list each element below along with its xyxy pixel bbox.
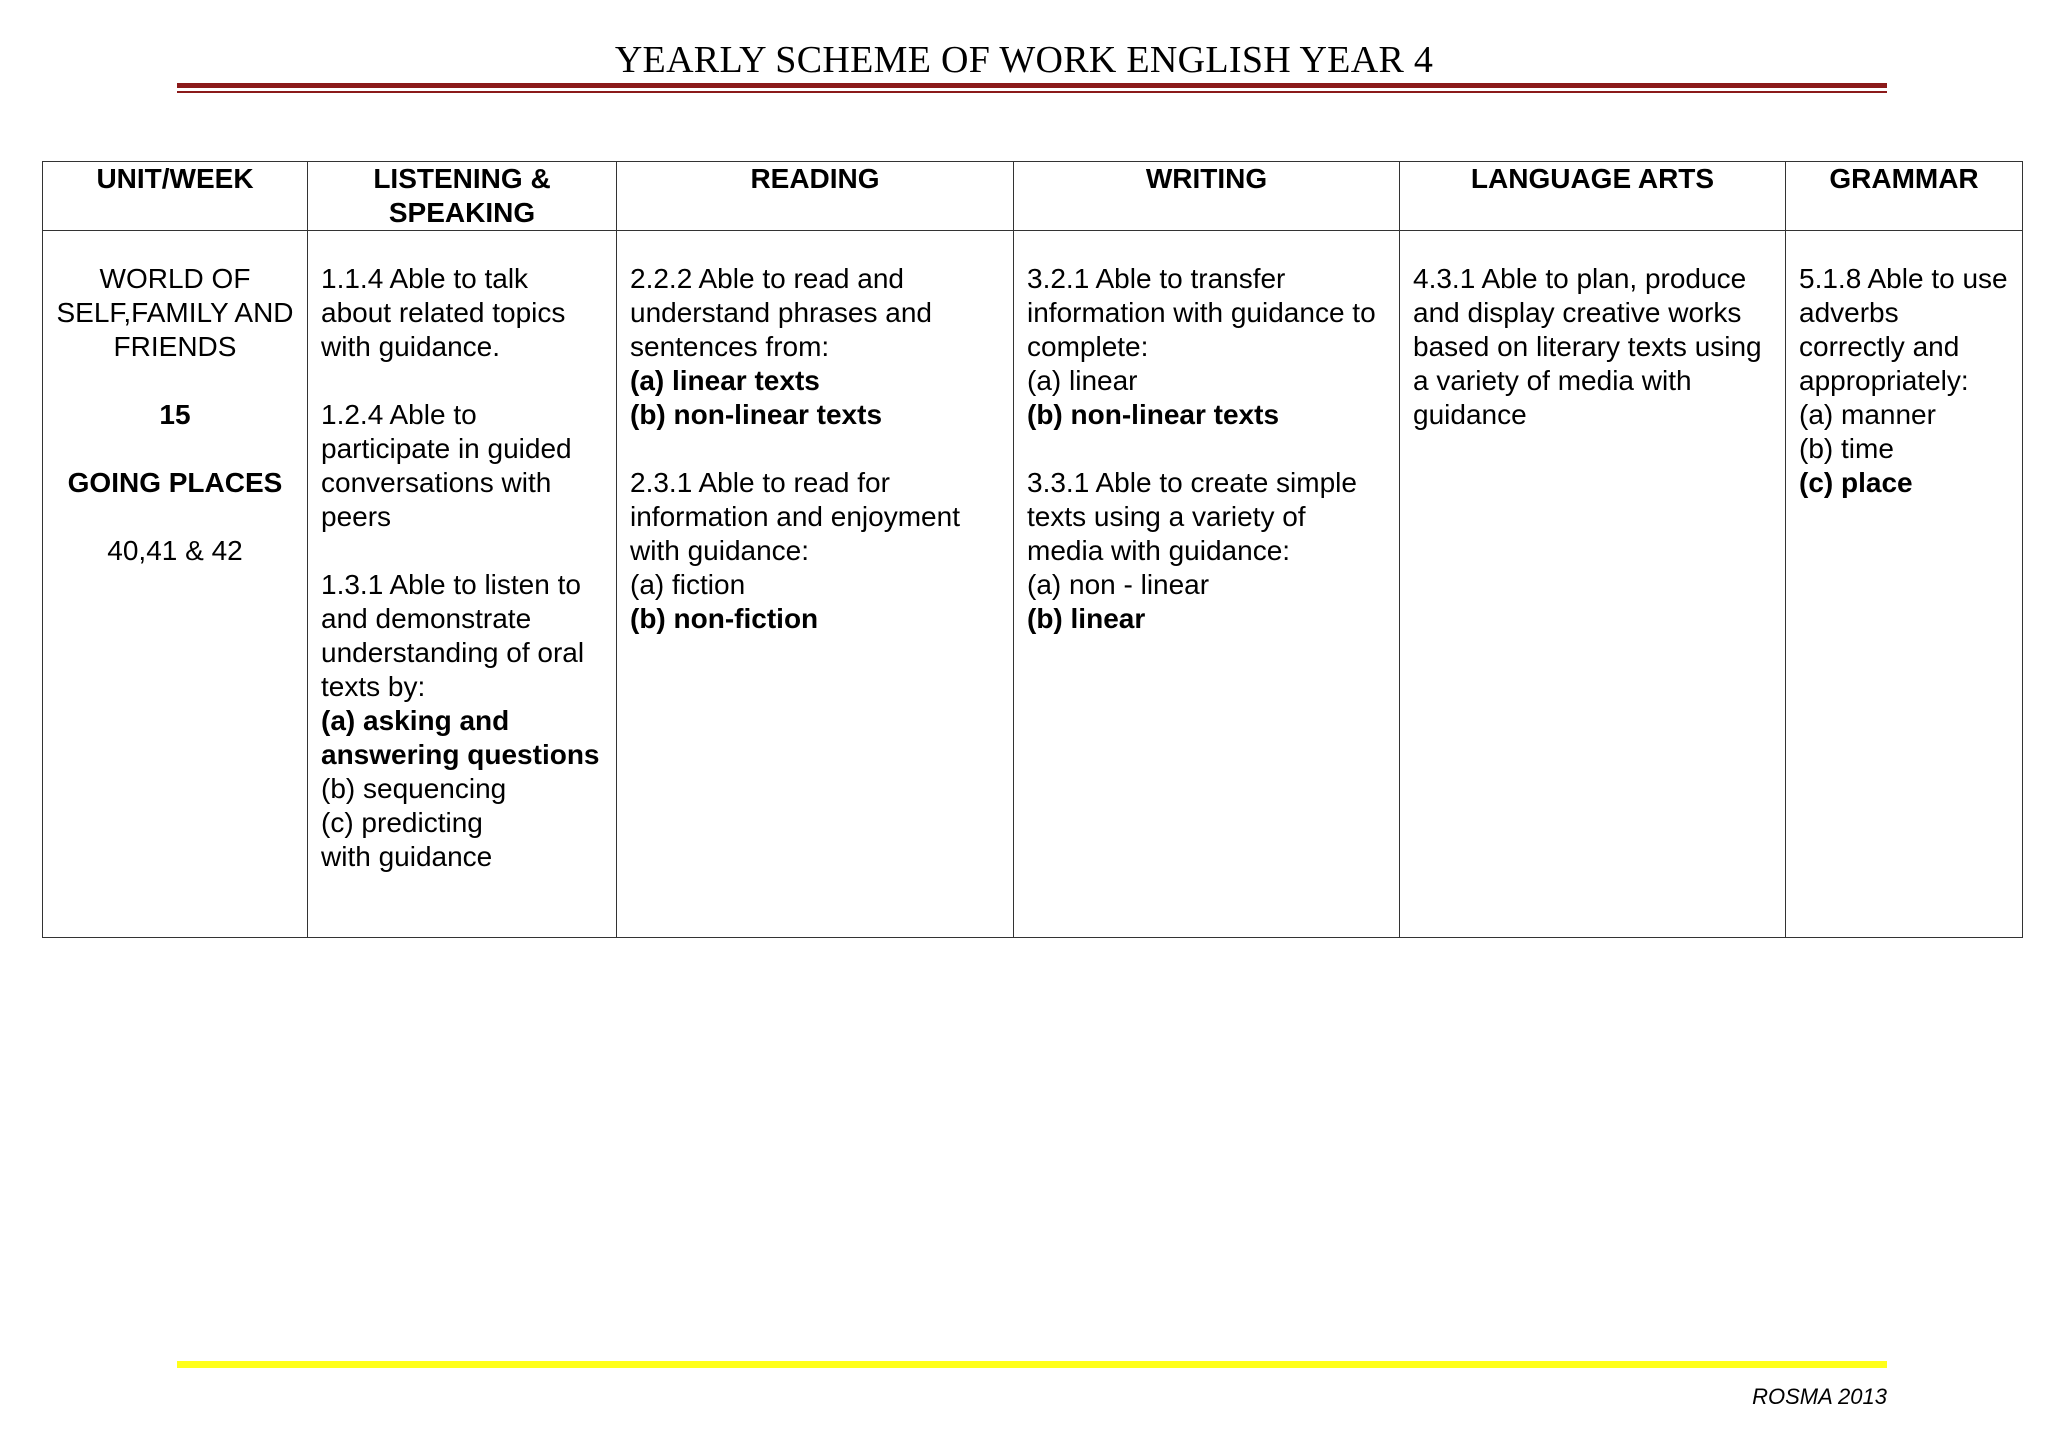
rd-item-fiction: (a) fiction	[630, 569, 746, 600]
ls-standard-1-2-4: 1.2.4 Able to participate in guided conversations with peers	[321, 399, 572, 532]
rd-item-non-fiction: (b) non-fiction	[630, 603, 819, 634]
gr-item-time: (b) time	[1799, 433, 1894, 464]
gr-item-manner: (a) manner	[1799, 399, 1936, 430]
cell-grammar	[1786, 231, 2023, 938]
unit-title: GOING PLACES	[67, 467, 283, 498]
header-listening-speaking: LISTENING & SPEAKING	[308, 162, 617, 231]
scheme-table	[42, 161, 2023, 938]
footer-credit: ROSMA 2013	[1752, 1384, 1887, 1409]
wr-item-non-linear: (a) non - linear	[1027, 569, 1210, 600]
header-unit-week: UNIT/WEEK	[43, 162, 308, 231]
ls-item-d: with guidance	[321, 841, 493, 872]
header-writing: WRITING	[1014, 162, 1400, 231]
ls-item-a: (a) asking and answering questions	[321, 705, 600, 770]
ls-standard-1-1-4: 1.1.4 Able to talk about related topics with guidance.	[321, 263, 566, 362]
ls-item-b: (b) sequencing	[321, 773, 507, 804]
header-reading: READING	[617, 162, 1014, 231]
ls-standard-1-3-1: 1.3.1 Able to listen to and demonstrate understanding of oral texts by:	[321, 569, 585, 702]
cell-language-arts	[1400, 231, 1786, 938]
unit-number: 15	[159, 399, 191, 430]
wr-standard-3-2-1: 3.2.1 Able to transfer information with guidance to complete:	[1027, 263, 1376, 362]
ls-item-c: (c) predicting	[321, 807, 483, 838]
footer-rule	[177, 1361, 1887, 1368]
la-standard-4-3-1: 4.3.1 Able to plan, produce and display creative works based on literary texts using a variety of media with guidance	[1413, 263, 1762, 430]
unit-weeks: 40,41 & 42	[107, 535, 243, 566]
cell-listening-speaking	[308, 231, 617, 938]
rd-item-a: (a) linear texts	[630, 365, 820, 396]
page-title: YEARLY SCHEME OF WORK ENGLISH YEAR 4	[614, 39, 1434, 81]
cell-unit-week	[43, 231, 308, 938]
wr-item-linear: (b) linear	[1027, 603, 1146, 634]
header-grammar: GRAMMAR	[1786, 162, 2023, 231]
gr-item-place: (c) place	[1799, 467, 1913, 498]
wr-item-a: (a) linear	[1027, 365, 1138, 396]
unit-theme: WORLD OF SELF,FAMILY AND FRIENDS	[56, 263, 294, 362]
rd-standard-2-3-1: 2.3.1 Able to read for information and enjoyment with guidance:	[630, 467, 960, 566]
cell-reading	[617, 231, 1014, 938]
cell-writing	[1014, 231, 1400, 938]
title-rule-thin	[177, 91, 1887, 93]
rd-standard-2-2-2: 2.2.2 Able to read and understand phrases and sentences from:	[630, 263, 932, 362]
wr-item-b: (b) non-linear texts	[1027, 399, 1280, 430]
table-header-row	[43, 162, 2023, 231]
gr-standard-5-1-8: 5.1.8 Able to use adverbs correctly and appropriately:	[1799, 263, 2008, 396]
table-row	[43, 231, 2023, 938]
rd-item-b: (b) non-linear texts	[630, 399, 883, 430]
title-rule	[177, 83, 1887, 88]
wr-standard-3-3-1: 3.3.1 Able to create simple texts using a variety of media with guidance:	[1027, 467, 1357, 566]
header-language-arts: LANGUAGE ARTS	[1400, 162, 1786, 231]
